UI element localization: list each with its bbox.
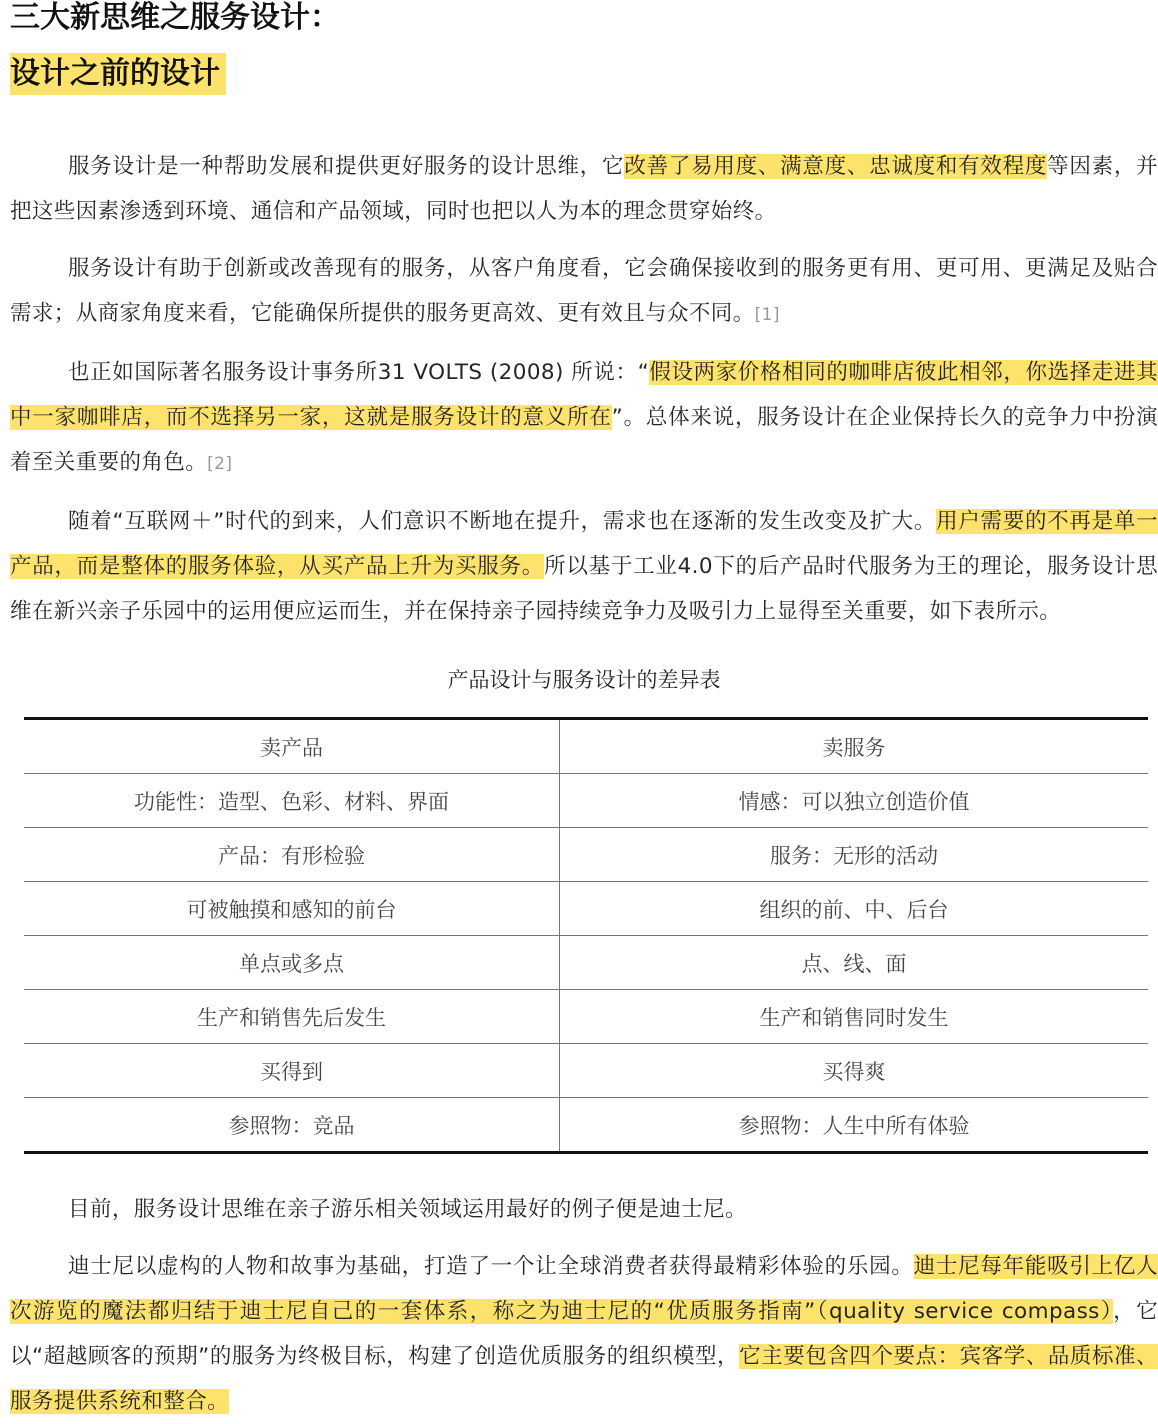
p4-highlight: 用户需要的不再是单一产品，而是整体的服务体验，从买产品上升为买服务。 bbox=[10, 509, 1158, 579]
table-cell: 情感：可以独立创造价值 bbox=[560, 774, 1149, 828]
paragraph-1 bbox=[10, 144, 1158, 234]
table-row bbox=[24, 774, 1148, 828]
table-cell: 点、线、面 bbox=[560, 936, 1149, 990]
p4-text-b: 所以基于工业4.0下的后产品时代服务为王的理论，服务设计思维在新兴亲子乐园中的运用便应运而生，并在保持亲子园持续竞争力及吸引力上显得至关重要，如下表所示。 bbox=[10, 554, 1158, 624]
p2-text: 服务设计有助于创新或改善现有的服务，从客户角度看，它会确保接收到的服务更有用、更可用、更满足及贴合需求；从商家角度来看，它能确保所提供的服务更高效、更有效且与众不同。 bbox=[10, 256, 1158, 326]
table-cell: 买得到 bbox=[24, 1044, 560, 1098]
table-row bbox=[24, 1098, 1148, 1153]
title-line-1: 三大新思维之服务设计： bbox=[10, 0, 340, 35]
table-cell: 生产和销售同时发生 bbox=[560, 990, 1149, 1044]
p3-text-a: 也正如国际著名服务设计事务所31 VOLTS (2008) 所说：“ bbox=[68, 360, 650, 385]
table-row bbox=[24, 882, 1148, 936]
p3-highlight: 假设两家价格相同的咖啡店彼此相邻，你选择走进其中一家咖啡店，而不选择另一家，这就是服务设计的意义所在 bbox=[10, 360, 1158, 430]
p3-text-b: ”。总体来说，服务设计在企业保持长久的竞争力中扮演着至关重要的角色。 bbox=[10, 405, 1158, 475]
table-cell: 买得爽 bbox=[560, 1044, 1149, 1098]
paragraph-6 bbox=[10, 1244, 1158, 1424]
p6-highlight-1: 迪士尼每年能吸引上亿人次游览的魔法都归结于迪士尼自己的一套体系，称之为迪士尼的“优质服务指南”（quality service compass） bbox=[10, 1254, 1158, 1324]
table-cell: 服务：无形的活动 bbox=[560, 828, 1149, 882]
title-line-2-wrap bbox=[10, 43, 1158, 95]
table-cell: 功能性：造型、色彩、材料、界面 bbox=[24, 774, 560, 828]
table-cell: 组织的前、中、后台 bbox=[560, 882, 1149, 936]
reference-link-1[interactable]: [1] bbox=[754, 305, 780, 325]
p1-text-b: 等因素，并把这些因素渗透到环境、通信和产品领域，同时也把以人为本的理念贯穿始终。 bbox=[10, 154, 1158, 224]
p1-text-a: 服务设计是一种帮助发展和提供更好服务的设计思维，它 bbox=[68, 154, 625, 179]
table-cell: 单点或多点 bbox=[24, 936, 560, 990]
p5-text: 目前，服务设计思维在亲子游乐相关领域运用最好的例子便是迪士尼。 bbox=[68, 1197, 747, 1222]
table-cell: 参照物：竞品 bbox=[24, 1098, 560, 1153]
table-header-cell: 卖服务 bbox=[560, 719, 1149, 774]
paragraph-4 bbox=[10, 499, 1158, 634]
table-cell: 可被触摸和感知的前台 bbox=[24, 882, 560, 936]
table-row bbox=[24, 828, 1148, 882]
title-line-2: 设计之前的设计 bbox=[10, 53, 226, 95]
paragraph-2 bbox=[10, 246, 1158, 338]
p1-highlight: 改善了易用度、满意度、忠诚度和有效程度 bbox=[624, 154, 1048, 179]
table-caption: 产品设计与服务设计的差异表 bbox=[447, 668, 721, 692]
p6-text-b: ，它以“超越顾客的预期”的服务为终极目标，构建了创造优质服务的组织模型， bbox=[10, 1299, 1158, 1369]
p4-text-a: 随着“互联网＋”时代的到来，人们意识不断地在提升，需求也在逐渐的发生改变及扩大。 bbox=[68, 509, 937, 534]
comparison-table bbox=[24, 717, 1148, 1154]
table-cell: 参照物：人生中所有体验 bbox=[560, 1098, 1149, 1153]
table-row bbox=[24, 936, 1148, 990]
p6-text-a: 迪士尼以虚构的人物和故事为基础，打造了一个让全球消费者获得最精彩体验的乐园。 bbox=[68, 1254, 914, 1279]
paragraph-3 bbox=[10, 350, 1158, 487]
paragraph-5 bbox=[10, 1187, 1158, 1232]
table-cell: 产品：有形检验 bbox=[24, 828, 560, 882]
table-header-cell: 卖产品 bbox=[24, 719, 560, 774]
table-header-row bbox=[24, 719, 1148, 774]
table-row bbox=[24, 990, 1148, 1044]
table-row bbox=[24, 1044, 1148, 1098]
reference-link-2[interactable]: [2] bbox=[207, 454, 233, 474]
table-cell: 生产和销售先后发生 bbox=[24, 990, 560, 1044]
p6-highlight-2: 它主要包含四个要点：宾客学、品质标准、服务提供系统和整合。 bbox=[10, 1344, 1158, 1414]
